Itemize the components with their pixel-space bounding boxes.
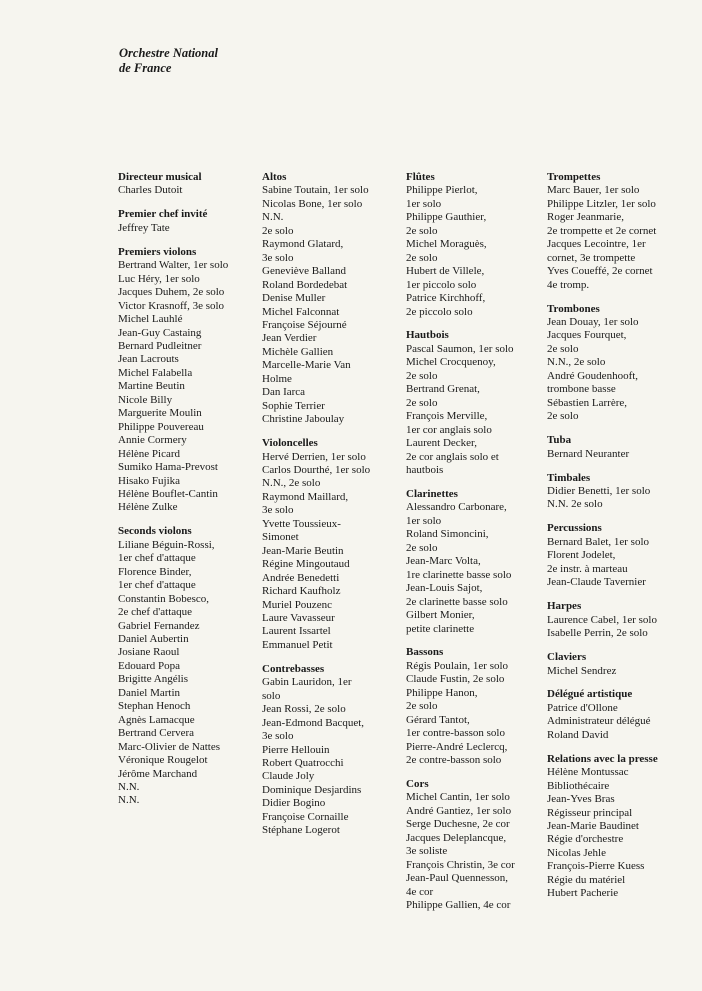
- roster-entry: Hélène Bouflet-Cantin: [118, 487, 218, 500]
- roster-entry: Gabin Lauridon, 1er: [262, 676, 352, 689]
- roster-entry: Laurent Decker,: [406, 437, 478, 450]
- roster-entry: 3e soliste: [406, 845, 448, 858]
- roster-entry: Carlos Dourthé, 1er solo: [262, 464, 371, 477]
- roster-entry: Laurent Issartel: [262, 625, 331, 638]
- section-heading: Timbales: [547, 471, 591, 484]
- roster-entry: Robert Quatrocchi: [262, 757, 344, 770]
- roster-entry: 1er piccolo solo: [406, 278, 477, 291]
- roster-entry: 2e piccolo solo: [406, 305, 473, 318]
- section-heading: Claviers: [547, 651, 587, 664]
- roster-section: [262, 171, 397, 427]
- roster-entry: Sumiko Hama-Prevost: [118, 461, 218, 474]
- section-heading: Flûtes: [406, 171, 435, 183]
- section-heading: Directeur musical: [118, 171, 202, 183]
- roster-entry: Josiane Raoul: [118, 646, 180, 659]
- roster-entry: Simonet: [262, 531, 299, 544]
- roster-entry: trombone basse: [547, 383, 616, 396]
- roster-entry: Bernard Pudleitner: [118, 339, 202, 352]
- roster-entry: Emmanuel Petit: [262, 638, 333, 651]
- roster-entry: Dan Iarca: [262, 386, 306, 399]
- roster-entry: Régis Poulain, 1er solo: [406, 659, 509, 672]
- roster-section: [118, 208, 258, 235]
- roster-entry: Françoise Séjourné: [262, 318, 347, 331]
- roster-entry: Jean-Marie Beutin: [262, 544, 344, 557]
- title-line-2: de France: [119, 61, 172, 75]
- roster-entry: 4e cor: [406, 885, 434, 898]
- roster-entry: N.N.: [118, 780, 140, 793]
- roster-entry: Andrée Benedetti: [262, 571, 340, 584]
- roster-entry: Jean Douay, 1er solo: [547, 316, 639, 329]
- column-brass-staff: [547, 171, 687, 911]
- roster-entry: Michel Crocquenoy,: [406, 356, 496, 369]
- roster-entry: Stephan Henoch: [118, 700, 191, 713]
- roster-entry: 2e solo: [406, 369, 438, 382]
- roster-entry: Philippe Pouvereau: [118, 420, 204, 433]
- roster-entry: Florence Binder,: [118, 565, 192, 578]
- roster-section: [547, 753, 687, 901]
- roster-entry: Victor Krasnoff, 3e solo: [118, 299, 225, 312]
- roster-section: [406, 171, 538, 319]
- roster-entry: François Christin, 3e cor: [406, 858, 515, 871]
- roster-entry: 3e solo: [262, 504, 294, 517]
- roster-entry: Nicole Billy: [118, 393, 173, 406]
- roster-entry: Bibliothécaire: [547, 779, 610, 792]
- roster-entry: Edouard Popa: [118, 659, 181, 672]
- roster-entry: Daniel Aubertin: [118, 633, 189, 645]
- roster-entry: Michel Cantin, 1er solo: [406, 791, 510, 804]
- roster-entry: Sophie Terrier: [262, 399, 325, 412]
- roster-entry: Jacques Fourquet,: [547, 329, 627, 342]
- roster-entry: 2e solo: [406, 224, 438, 237]
- roster-entry: Gérard Tantot,: [406, 713, 470, 726]
- roster-entry: André Gantiez, 1er solo: [406, 804, 512, 817]
- section-heading: Clarinettes: [406, 487, 458, 500]
- roster-section: [118, 246, 258, 515]
- roster-entry: Hélène Montussac: [547, 766, 629, 779]
- roster-section: [547, 651, 687, 678]
- roster-entry: Hisako Fujika: [118, 474, 181, 487]
- roster-entry: Gabriel Fernandez: [118, 619, 200, 632]
- roster-section: [262, 663, 397, 838]
- roster-section: [406, 329, 538, 477]
- roster-entry: Patrice Kirchhoff,: [406, 292, 486, 305]
- roster-entry: 2e clarinette basse solo: [406, 595, 508, 608]
- roster-entry: Annie Cormery: [118, 434, 187, 447]
- roster-section: [547, 171, 687, 292]
- roster-entry: 2e solo: [547, 342, 579, 355]
- roster-entry: Régie du matériel: [547, 873, 626, 886]
- roster-entry: Stéphane Logerot: [262, 824, 340, 837]
- roster-entry: Jean-Guy Castaing: [118, 326, 202, 339]
- roster-section: [547, 522, 687, 589]
- roster-entry: N.N. 2e solo: [547, 498, 603, 511]
- roster-entry: Isabelle Perrin, 2e solo: [547, 627, 648, 640]
- section-heading: Trombones: [547, 302, 600, 315]
- roster-entry: Michel Lauhlé: [118, 313, 183, 326]
- roster-entry: Philippe Pierlot,: [406, 184, 478, 197]
- roster-entry: Laure Vavasseur: [262, 612, 335, 624]
- roster-entry: Richard Kaufholz: [262, 585, 341, 598]
- roster-entry: Martine Beutin: [118, 380, 185, 393]
- section-heading: Premier chef invité: [118, 208, 208, 221]
- roster-section: [262, 437, 397, 652]
- roster-entry: 1er solo: [406, 197, 442, 210]
- roster-entry: 1er contre-basson solo: [406, 727, 505, 740]
- roster-entry: Marc Bauer, 1er solo: [547, 184, 640, 197]
- roster-section: [547, 303, 687, 424]
- roster-entry: Luc Héry, 1er solo: [118, 272, 200, 285]
- roster-entry: Serge Duchesne, 2e cor: [406, 818, 510, 831]
- section-heading: Hautbois: [406, 329, 449, 342]
- section-heading: Percussions: [547, 522, 602, 535]
- roster-entry: Hubert Pacherie: [547, 887, 619, 900]
- roster-entry: Muriel Pouzenc: [262, 598, 332, 611]
- roster-entry: Geneviève Balland: [262, 265, 346, 278]
- roster-entry: Michel Sendrez: [547, 664, 617, 677]
- roster-entry: Pascal Saumon, 1er solo: [406, 342, 514, 355]
- roster-entry: Sabine Toutain, 1er solo: [262, 184, 369, 197]
- section-heading: Violoncelles: [262, 437, 318, 450]
- roster-entry: 3e solo: [262, 251, 294, 264]
- roster-entry: N.N.: [262, 211, 284, 224]
- section-heading: Contrebasses: [262, 662, 325, 675]
- roster-section: [406, 778, 538, 913]
- roster-entry: François-Pierre Kuess: [547, 860, 645, 873]
- roster-entry: Agnès Lamacque: [118, 713, 195, 726]
- roster-entry: Daniel Martin: [118, 686, 181, 699]
- roster-entry: Michel Moraguès,: [406, 238, 487, 251]
- roster-entry: Didier Bogino: [262, 797, 326, 810]
- roster-entry: Jean-Marie Baudinet: [547, 820, 639, 833]
- roster-entry: 2e solo: [406, 700, 438, 713]
- column-woodwinds-horns: [406, 171, 538, 923]
- roster-entry: Jacques Lecointre, 1er: [547, 238, 646, 251]
- roster-entry: Jacques Deleplancque,: [406, 831, 507, 844]
- roster-entry: Yvette Toussieux-: [262, 517, 341, 530]
- roster-entry: Bertrand Walter, 1er solo: [118, 259, 229, 272]
- roster-entry: 2e chef d'attaque: [118, 606, 193, 619]
- roster-entry: Sébastien Larrère,: [547, 396, 628, 409]
- section-heading: Tuba: [547, 434, 572, 447]
- roster-entry: 1er cor anglais solo: [406, 423, 492, 436]
- roster-entry: Constantin Bobesco,: [118, 592, 210, 605]
- roster-section: [406, 646, 538, 767]
- roster-entry: Jean Verdier: [262, 332, 317, 345]
- roster-section: [118, 525, 258, 808]
- roster-entry: Régine Mingoutaud: [262, 558, 350, 571]
- section-heading: Premiers violons: [118, 245, 197, 258]
- roster-entry: Jean-Yves Bras: [547, 793, 615, 806]
- roster-entry: Philippe Litzler, 1er solo: [547, 197, 656, 210]
- roster-entry: Bertrand Grenat,: [406, 383, 480, 396]
- roster-entry: 2e trompette et 2e cornet: [547, 224, 657, 237]
- roster-entry: Gilbert Monier,: [406, 609, 475, 622]
- roster-entry: Administrateur délégué: [547, 715, 651, 728]
- roster-entry: Yves Coueffé, 2e cornet: [547, 265, 653, 278]
- roster-entry: Claude Fustin, 2e solo: [406, 673, 505, 686]
- roster-entry: hautbois: [406, 464, 444, 477]
- section-heading: Altos: [262, 171, 287, 183]
- roster-entry: Nicolas Bone, 1er solo: [262, 197, 363, 210]
- roster-entry: Holme: [262, 372, 292, 385]
- roster-entry: Nicolas Jehle: [547, 846, 606, 859]
- roster-entry: Philippe Gallien, 4e cor: [406, 899, 511, 912]
- column-strings-low: [262, 171, 397, 848]
- roster-section: [406, 488, 538, 636]
- roster-entry: Liliane Béguin-Rossi,: [118, 538, 215, 551]
- roster-entry: Jean-Claude Tavernier: [547, 576, 646, 589]
- roster-entry: solo: [262, 689, 281, 702]
- roster-entry: Marguerite Moulin: [118, 407, 202, 420]
- roster-entry: Roger Jeanmarie,: [547, 211, 624, 224]
- roster-entry: 2e contre-basson solo: [406, 754, 502, 767]
- roster-entry: Hubert de Villele,: [406, 265, 485, 278]
- section-heading: Bassons: [406, 646, 444, 659]
- roster-entry: Véronique Rougelot: [118, 754, 208, 767]
- roster-entry: 2e solo: [406, 541, 438, 554]
- roster-entry: Dominique Desjardins: [262, 783, 362, 796]
- roster-entry: Jean Lacrouts: [118, 353, 179, 366]
- roster-section: [547, 688, 687, 742]
- roster-entry: 2e instr. à marteau: [547, 562, 628, 575]
- roster-entry: Jeffrey Tate: [118, 221, 170, 234]
- roster-entry: Régisseur principal: [547, 806, 633, 819]
- roster-entry: Didier Benetti, 1er solo: [547, 485, 651, 498]
- section-heading: Cors: [406, 778, 429, 791]
- section-heading: Délégué artistique: [547, 688, 633, 701]
- roster-entry: Raymond Glatard,: [262, 238, 344, 251]
- roster-entry: 2e solo: [262, 224, 294, 237]
- roster-entry: Philippe Gauthier,: [406, 211, 487, 224]
- column-strings-violins: [118, 171, 258, 818]
- roster-entry: petite clarinette: [406, 622, 475, 635]
- roster-entry: Jean-Marc Volta,: [406, 555, 481, 568]
- roster-entry: Jérôme Marchand: [118, 767, 198, 780]
- roster-entry: Roland Bordedebat: [262, 278, 348, 291]
- roster-entry: N.N., 2e solo: [262, 477, 321, 490]
- roster-entry: Alessandro Carbonare,: [406, 501, 507, 514]
- roster-entry: Françoise Cornaille: [262, 810, 349, 823]
- roster-entry: Roland Simoncini,: [406, 528, 489, 541]
- roster-entry: Brigitte Angélis: [118, 673, 188, 686]
- roster-section: [547, 434, 687, 461]
- roster-entry: Charles Dutoit: [118, 184, 183, 197]
- roster-entry: Hélène Zulke: [118, 501, 178, 514]
- roster-entry: Denise Muller: [262, 292, 326, 305]
- roster-entry: 1re clarinette basse solo: [406, 568, 512, 581]
- roster-entry: 2e solo: [547, 410, 579, 423]
- roster-entry: 4e tromp.: [547, 278, 590, 291]
- roster-entry: Laurence Cabel, 1er solo: [547, 613, 657, 626]
- roster-entry: Philippe Hanon,: [406, 686, 478, 699]
- roster-section: [118, 171, 258, 198]
- roster-entry: 2e solo: [406, 251, 438, 264]
- roster-entry: 1er chef d'attaque: [118, 552, 196, 565]
- roster-entry: Bernard Balet, 1er solo: [547, 535, 650, 548]
- roster-entry: 2e cor anglais solo et: [406, 450, 499, 463]
- roster-entry: Jean Rossi, 2e solo: [262, 703, 346, 716]
- roster-entry: Bertrand Cervera: [118, 727, 195, 740]
- roster-entry: Jean-Louis Sajot,: [406, 582, 483, 595]
- section-heading: Trompettes: [547, 171, 601, 183]
- roster-entry: Christine Jaboulay: [262, 413, 345, 426]
- roster-section: [547, 472, 687, 512]
- roster-entry: Bernard Neuranter: [547, 447, 630, 460]
- roster-entry: Pierre-André Leclercq,: [406, 740, 508, 753]
- roster-entry: François Merville,: [406, 410, 488, 423]
- roster-entry: Claude Joly: [262, 770, 315, 783]
- roster-entry: 2e solo: [406, 396, 438, 409]
- roster-entry: cornet, 3e trompette: [547, 251, 636, 264]
- roster-entry: Pierre Hellouin: [262, 743, 330, 756]
- roster-entry: Jacques Duhem, 2e solo: [118, 286, 225, 299]
- roster-entry: 3e solo: [262, 730, 294, 743]
- roster-entry: Marcelle-Marie Van: [262, 359, 351, 372]
- roster-entry: 1er solo: [406, 514, 442, 527]
- roster-entry: Hervé Derrien, 1er solo: [262, 450, 366, 463]
- section-heading: Harpes: [547, 600, 582, 613]
- roster-entry: N.N., 2e solo: [547, 356, 606, 369]
- roster-entry: Hélène Picard: [118, 447, 180, 460]
- roster-entry: André Goudenhooft,: [547, 369, 639, 382]
- section-heading: Relations avec la presse: [547, 752, 658, 765]
- roster-entry: Roland David: [547, 728, 609, 741]
- roster-entry: Régie d'orchestre: [547, 833, 624, 846]
- roster-entry: Michel Falconnat: [262, 305, 340, 318]
- section-heading: Seconds violons: [118, 525, 192, 538]
- title-line-1: Orchestre National: [119, 46, 218, 60]
- roster-entry: 1er chef d'attaque: [118, 579, 196, 592]
- roster-entry: N.N.: [118, 794, 140, 807]
- roster-entry: Raymond Maillard,: [262, 490, 349, 503]
- roster-entry: Florent Jodelet,: [547, 549, 616, 562]
- roster-entry: Jean-Paul Quennesson,: [406, 872, 509, 885]
- page-title: [119, 46, 218, 76]
- roster-entry: Jean-Edmond Bacquet,: [262, 716, 365, 729]
- roster-entry: Patrice d'Ollone: [547, 701, 618, 714]
- roster-entry: Michèle Gallien: [262, 345, 334, 358]
- roster-section: [547, 600, 687, 640]
- roster-entry: Marc-Olivier de Nattes: [118, 740, 221, 753]
- roster-entry: Michel Falabella: [118, 366, 193, 379]
